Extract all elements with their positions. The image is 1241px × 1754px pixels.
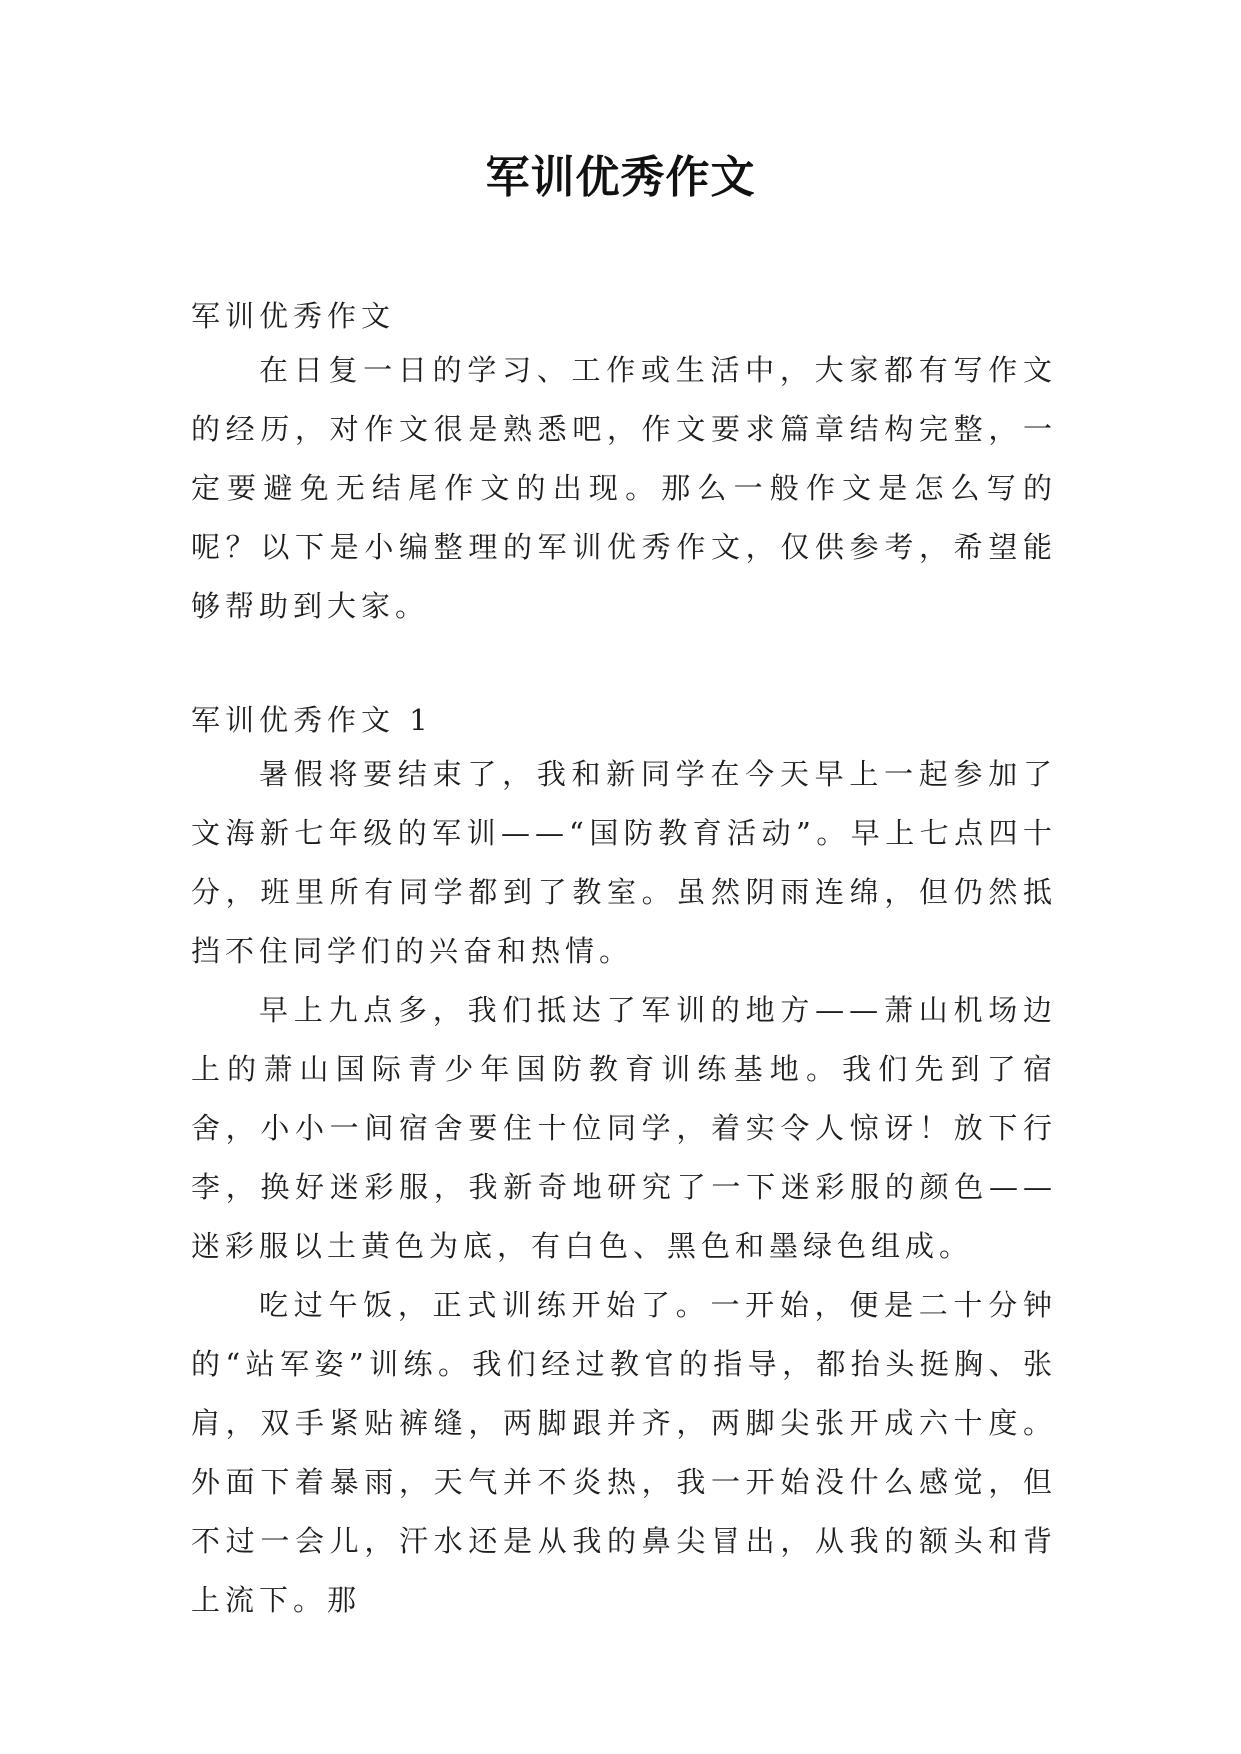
essay-1-body <box>191 745 1057 1630</box>
essay-1-paragraph: 暑假将要结束了，我和新同学在今天早上一起参加了文海新七年级的军训——“国防教育活动”。早上七点四十分，班里所有同学都到了教室。虽然阴雨连绵，但仍然抵挡不住同学们的兴奋和热情。 <box>191 757 1057 968</box>
page-title: 军训优秀作文 <box>485 152 756 203</box>
essay-1-heading: 军训优秀作文 1 <box>191 703 433 737</box>
intro-section <box>191 341 1057 636</box>
essay-1-paragraph: 吃过午饭，正式训练开始了。一开始，便是二十分钟的“站军姿”训练。我们经过教官的指导，都抬头挺胸、张肩，双手紧贴裤缝，两脚跟并齐，两脚尖张开成六十度。外面下着暴雨，天气并不炎热，我一开始没什么感觉，但不过一会儿，汗水还是从我的鼻尖冒出，从我的额头和背上流下。那 <box>191 1288 1057 1617</box>
essay-1-paragraph: 早上九点多，我们抵达了军训的地方——萧山机场边上的萧山国际青少年国防教育训练基地。我们先到了宿舍，小小一间宿舍要住十位同学，着实令人惊讶！放下行李，换好迷彩服，我新奇地研究了一下迷彩服的颜色——迷彩服以土黄色为底，有白色、黑色和墨绿色组成。 <box>191 993 1057 1263</box>
intro-heading: 军训优秀作文 <box>191 299 396 333</box>
intro-paragraph: 在日复一日的学习、工作或生活中，大家都有写作文的经历，对作文很是熟悉吧，作文要求篇章结构完整，一定要避免无结尾作文的出现。那么一般作文是怎么写的呢？以下是小编整理的军训优秀作文，仅供参考，希望能够帮助到大家。 <box>191 353 1057 623</box>
